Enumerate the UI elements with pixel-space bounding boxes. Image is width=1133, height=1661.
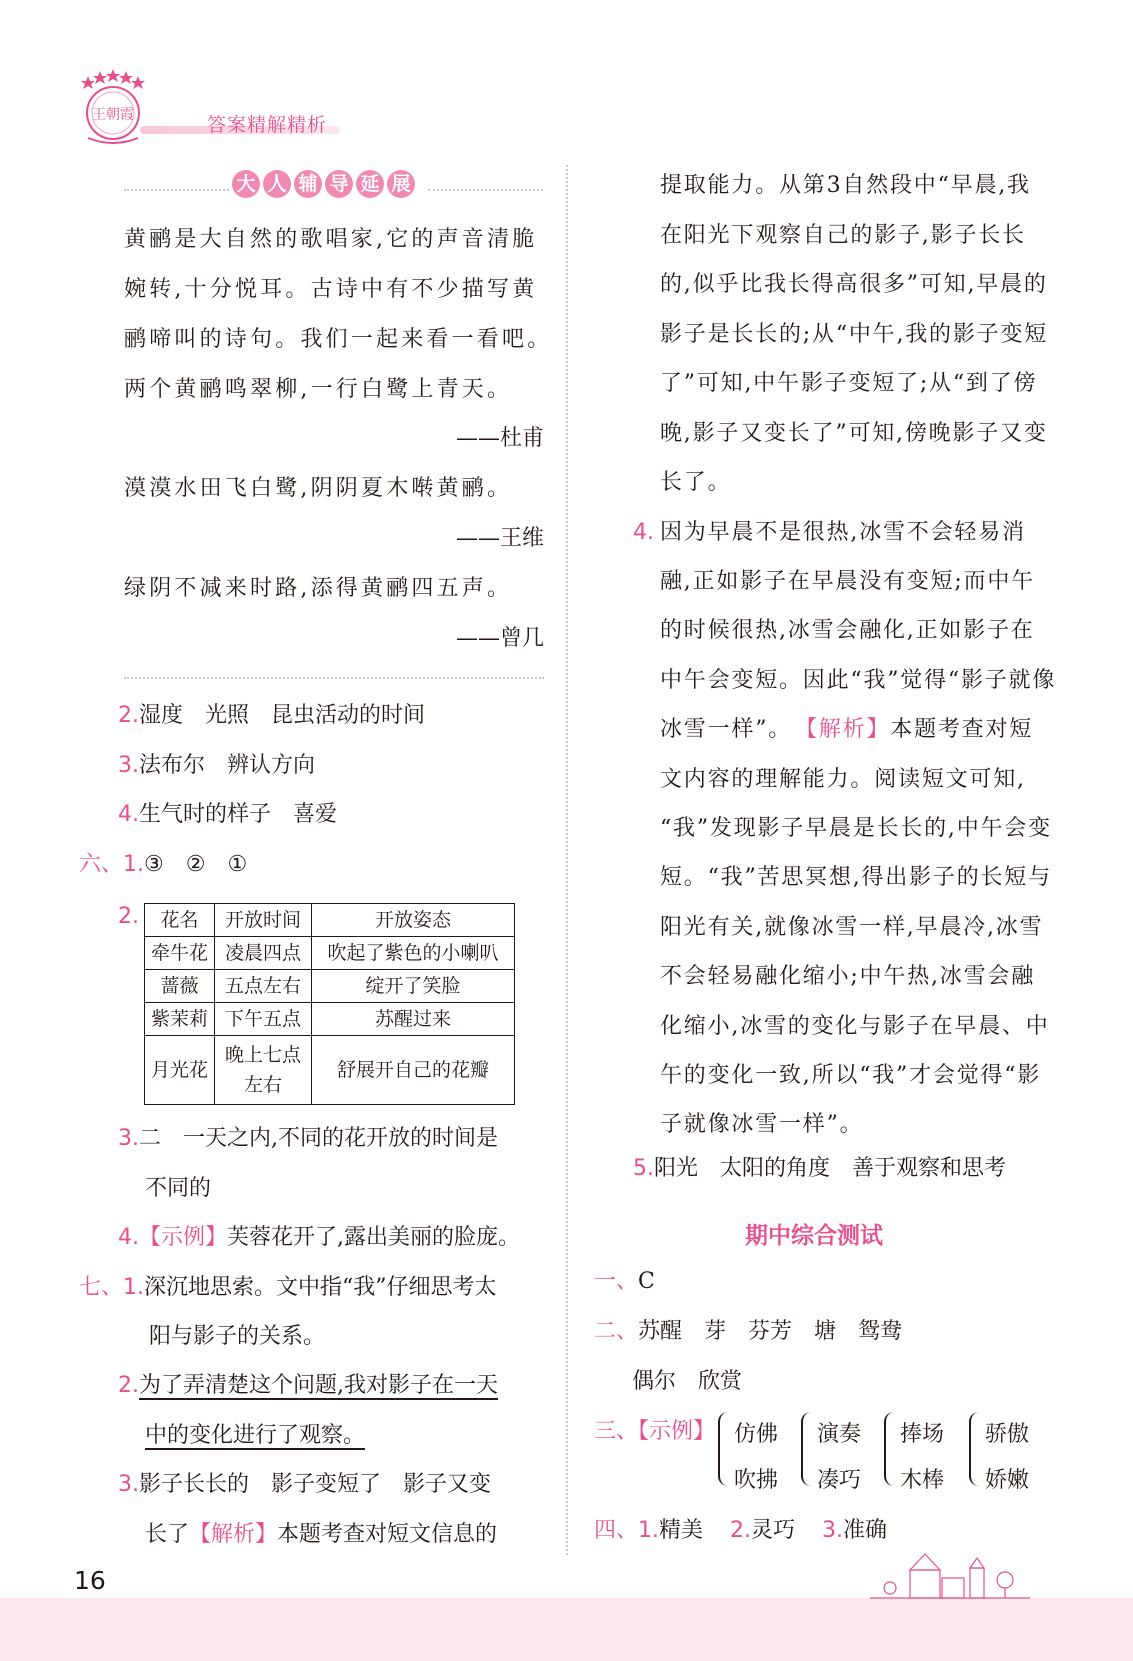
section-title: 期中综合测试 [745, 1223, 883, 1249]
analysis-line: 影子是长长的;从“中午,我的影子变短 [660, 322, 1049, 347]
table-cell: 苏醒过来 [312, 1003, 515, 1036]
answer-4-line: 短。“我”苦思冥想,得出影子的长短与 [660, 865, 1052, 890]
box-top-rule-right [428, 189, 543, 191]
box-title-char: 人 [263, 170, 291, 198]
box-paragraph-line: 婉转,十分悦耳。古诗中有不少描写黄 [124, 277, 538, 302]
answer-4-line: 的时候很热,冰雪会融化,正如影子在 [660, 618, 1035, 643]
poem-line: 两个黄鹂鸣翠柳,一行白鹭上青天。 [124, 377, 513, 402]
answer-4-line: “我”发现影子早晨是长长的,中午会变 [660, 816, 1052, 841]
midterm-part-2: 二、苏醒 芽 芬芳 塘 鸳鸯 [594, 1319, 903, 1344]
poem-line: 绿阴不减来时路,添得黄鹂四五声。 [124, 576, 513, 601]
answer-4-line: 化缩小,冰雪的变化与影子在早晨、中 [660, 1014, 1050, 1039]
table-cell: 凌晨四点 [215, 937, 312, 970]
answer-4-line: 因为早晨不是很热,冰雪不会轻易消 [660, 520, 1026, 545]
word: 木棒 [900, 1468, 945, 1493]
analysis-line: 晚,影子又变长了”可知,傍晚影子又变 [660, 421, 1048, 446]
section-seven-answer-3: 3.影子长长的 影子变短了 影子又变 [118, 1472, 492, 1497]
flower-table [144, 903, 515, 1105]
midterm-part-3-label: 三、【示例】 [594, 1419, 716, 1444]
midterm-part-2-cont: 偶尔 欣赏 [632, 1369, 743, 1394]
poem-author: ——曾几 [455, 626, 544, 651]
table-row [145, 970, 515, 1003]
header-title: 答案精解精析 [207, 114, 328, 136]
midterm-part-4: 四、1.精美 2.灵巧 3.准确 [594, 1518, 888, 1543]
section-six-answer-1: 六、1.③ ② ① [79, 852, 248, 877]
table-cell: 五点左右 [215, 970, 312, 1003]
table-header-row [145, 904, 515, 937]
answer-4-line: 阳光有关,就像冰雪一样,早晨冷,冰雪 [660, 915, 1044, 940]
table-header: 开放时间 [215, 904, 312, 937]
box-title-char: 大 [232, 170, 260, 198]
brace-icon [801, 1412, 813, 1486]
table-cell: 绽开了笑脸 [312, 970, 515, 1003]
word: 捧场 [900, 1422, 945, 1447]
midterm-part-1: 一、C [594, 1269, 655, 1294]
answer-4: 4.生气时的样子 喜爱 [118, 802, 338, 827]
box-title-char: 导 [325, 170, 353, 198]
word-group [718, 1412, 778, 1504]
answer-5: 5.阳光 太阳的角度 善于观察和思考 [633, 1156, 1007, 1181]
word: 骄傲 [985, 1422, 1030, 1447]
section-seven-answer-1: 七、1.深沉地思索。文中指“我”仔细思考太 [79, 1275, 497, 1300]
publisher-logo [78, 68, 148, 148]
analysis-line: 在阳光下观察自己的影子,影子长长 [660, 223, 1026, 248]
page-number: 16 [74, 1566, 106, 1595]
section-seven-answer-2-cont: 中的变化进行了观察。 [145, 1423, 366, 1448]
section-six-answer-3: 3.二 一天之内,不同的花开放的时间是 [118, 1126, 498, 1151]
poem-line: 漠漠水田飞白鹭,阴阴夏木啭黄鹂。 [124, 476, 513, 501]
answer-4-line: 午的变化一致,所以“我”才会觉得“影 [660, 1063, 1042, 1088]
section-six-answer-2-number: 2. [118, 904, 139, 929]
table-cell: 紫茉莉 [145, 1003, 215, 1036]
table-cell: 晚上七点左右 [215, 1036, 312, 1105]
answer-4-line: 不会轻易融化缩小;中午热,冰雪会融 [660, 964, 1036, 989]
table-header: 花名 [145, 904, 215, 937]
brace-icon [884, 1412, 896, 1486]
section-seven-answer-3-cont: 长了【解析】本题考查对短文信息的 [145, 1522, 498, 1547]
word: 演奏 [817, 1422, 862, 1447]
answer-4-line: 子就像冰雪一样”。 [660, 1112, 864, 1137]
box-title-char: 辅 [294, 170, 322, 198]
word-group [969, 1412, 1029, 1504]
box-title [232, 170, 415, 198]
table-header: 开放姿态 [312, 904, 515, 937]
poem-author: ——杜甫 [455, 426, 544, 451]
word: 凑巧 [817, 1468, 862, 1493]
section-six-answer-3-cont: 不同的 [145, 1176, 212, 1201]
answer-4-number: 4. [633, 520, 654, 545]
poem-author: ——王维 [455, 526, 544, 551]
answer-3: 3.法布尔 辨认方向 [118, 753, 316, 778]
column-divider [566, 165, 568, 1555]
word-group [801, 1412, 861, 1504]
answer-4-line: 文内容的理解能力。阅读短文可知, [660, 767, 1026, 792]
section-seven-answer-1-cont: 阳与影子的关系。 [149, 1324, 326, 1349]
table-row [145, 937, 515, 970]
box-paragraph-line: 鹂啼叫的诗句。我们一起来看一看吧。 [124, 327, 553, 352]
castle-illustration-icon [870, 1540, 1030, 1604]
analysis-line: 提取能力。从第3自然段中“早晨,我 [660, 173, 1031, 198]
box-bottom-rule [124, 677, 544, 679]
table-cell: 下午五点 [215, 1003, 312, 1036]
section-seven-answer-2: 2.为了弄清楚这个问题,我对影子在一天 [118, 1373, 498, 1398]
brace-icon [718, 1412, 730, 1486]
answer-4-line: 中午会变短。因此“我”觉得“影子就像 [660, 668, 1057, 693]
box-top-rule-left [124, 189, 229, 191]
analysis-line: 了”可知,中午影子变短了;从“到了傍 [660, 371, 1038, 396]
word: 仿佛 [734, 1422, 779, 1447]
answer-4-line: 融,正如影子在早晨没有变短;而中午 [660, 569, 1036, 594]
answer-2: 2.湿度 光照 昆虫活动的时间 [118, 703, 426, 728]
table-cell: 舒展开自己的花瓣 [312, 1036, 515, 1105]
word: 娇嫩 [985, 1468, 1030, 1493]
footer-band [0, 1598, 1133, 1661]
section-six-answer-4: 4.【示例】芙蓉花开了,露出美丽的脸庞。 [118, 1225, 521, 1250]
brace-icon [969, 1412, 981, 1486]
table-row [145, 1036, 515, 1105]
table-cell: 吹起了紫色的小喇叭 [312, 937, 515, 970]
svg-text:王朝霞: 王朝霞 [92, 107, 134, 123]
word-group [884, 1412, 944, 1504]
answer-4-line: 冰雪一样”。 【解析】本题考查对短 [660, 717, 1034, 742]
box-paragraph-line: 黄鹂是大自然的歌唱家,它的声音清脆 [124, 227, 538, 252]
table-row [145, 1003, 515, 1036]
table-cell: 蔷薇 [145, 970, 215, 1003]
box-title-char: 展 [387, 170, 415, 198]
table-cell: 月光花 [145, 1036, 215, 1105]
box-title-char: 延 [356, 170, 384, 198]
table-cell: 牵牛花 [145, 937, 215, 970]
analysis-line: 的,似乎比我长得高很多”可知,早晨的 [660, 272, 1048, 297]
word: 吹拂 [734, 1468, 779, 1493]
analysis-line: 长了。 [660, 470, 732, 495]
